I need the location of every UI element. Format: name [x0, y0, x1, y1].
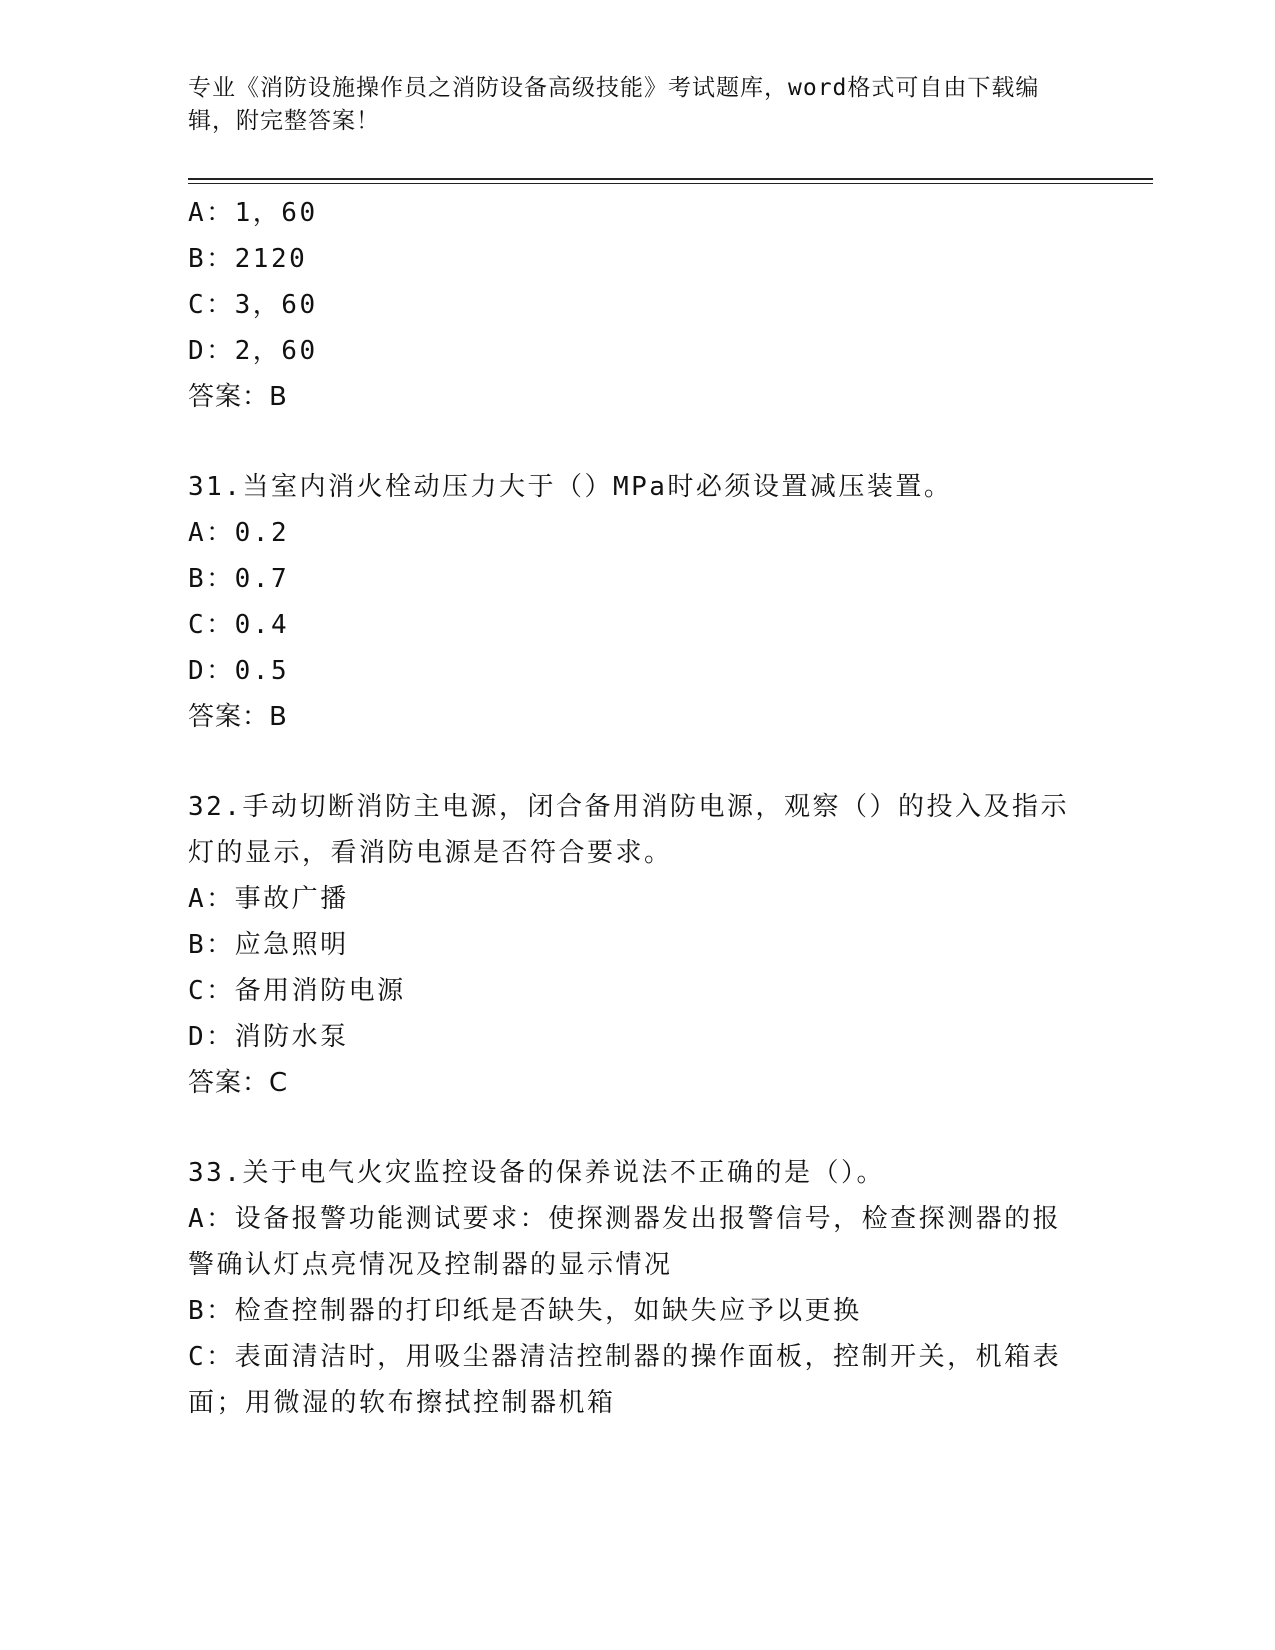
answer-line: 答案：B — [188, 382, 288, 412]
question-block-32 — [188, 784, 1088, 1106]
option-c: C：3，60 — [188, 290, 318, 320]
header-divider-thin — [188, 183, 1153, 184]
answer-line: 答案：C — [188, 1068, 289, 1098]
option-c: C：0.4 — [188, 610, 290, 640]
option-d: D：2，60 — [188, 336, 318, 366]
question-block-33 — [188, 1150, 1088, 1426]
question-block-31 — [188, 464, 1088, 740]
question-stem: 31.当室内消火栓动压力大于（）MPa时必须设置减压装置。 — [188, 472, 953, 502]
option-a: A：0.2 — [188, 518, 290, 548]
header-divider-thick — [188, 178, 1153, 180]
question-block-prev — [188, 190, 1088, 420]
option-c: C：表面清洁时，用吸尘器清洁控制器的操作面板，控制开关，机箱表面；用微湿的软布擦拭控制器机箱 — [188, 1342, 1062, 1418]
answer-line: 答案：B — [188, 702, 288, 732]
document-header: 专业《消防设施操作员之消防设备高级技能》考试题库，word格式可自由下载编辑，附完整答案！ — [188, 75, 1040, 134]
question-stem: 33.关于电气火灾监控设备的保养说法不正确的是（）。 — [188, 1158, 885, 1188]
option-a: A：1，60 — [188, 198, 318, 228]
option-b: B：2120 — [188, 244, 308, 274]
option-b: B：检查控制器的打印纸是否缺失，如缺失应予以更换 — [188, 1296, 862, 1326]
option-a: A：事故广播 — [188, 884, 349, 914]
option-c: C：备用消防电源 — [188, 976, 406, 1006]
option-a: A：设备报警功能测试要求：使探测器发出报警信号，检查探测器的报警确认灯点亮情况及控制器的显示情况 — [188, 1204, 1062, 1280]
option-b: B：0.7 — [188, 564, 290, 594]
option-d: D：0.5 — [188, 656, 290, 686]
question-list — [188, 190, 1088, 1426]
option-d: D：消防水泵 — [188, 1022, 349, 1052]
option-b: B：应急照明 — [188, 930, 349, 960]
question-stem: 32.手动切断消防主电源，闭合备用消防电源，观察（）的投入及指示灯的显示，看消防电源是否符合要求。 — [188, 792, 1069, 868]
